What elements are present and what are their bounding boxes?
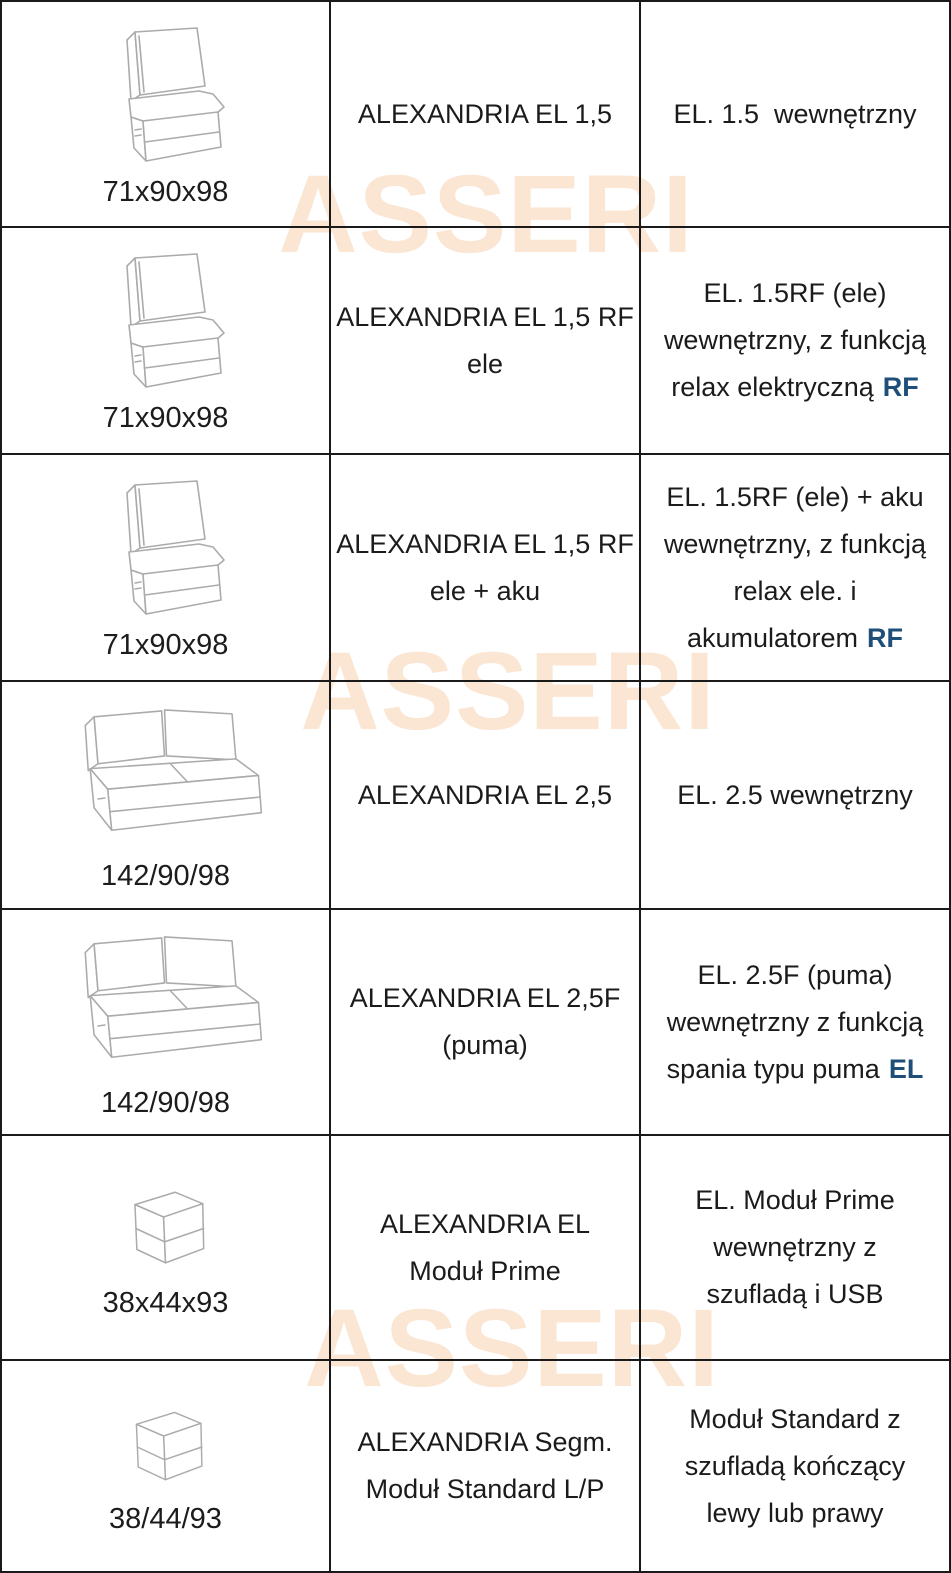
product-desc-line: wewnętrzny, z funkcją [663, 528, 927, 559]
product-name: ALEXANDRIA EL 2,5 [357, 779, 613, 810]
dimensions-label: 142/90/98 [100, 860, 230, 892]
product-image-cell [2, 2, 331, 228]
product-desc-line: szufladą i USB [706, 1279, 884, 1309]
product-desc-line: relax ele. i [733, 575, 857, 606]
armchair-icon [91, 473, 241, 623]
product-name-cell [331, 910, 641, 1136]
product-desc-cell [641, 1136, 949, 1361]
product-desc-line: EL. 1.5RF (ele) + aku [666, 481, 924, 512]
product-name: Moduł Prime [409, 1255, 561, 1286]
product-name: Moduł Standard L/P [365, 1474, 605, 1504]
watermark: ASSERI [300, 630, 716, 753]
product-desc-cell [641, 455, 949, 682]
product-desc-line: EL. 2.5 wewnętrzny [677, 779, 913, 810]
dimensions-label: 71x90x98 [102, 629, 229, 661]
watermark: ASSERI [278, 153, 694, 276]
product-desc-line: akumulatorem RF [686, 622, 904, 653]
accent-code: RF [867, 622, 904, 653]
dimensions-label: 71x90x98 [102, 175, 229, 208]
product-desc-cell [641, 910, 949, 1136]
product-name: ALEXANDRIA EL 1,5 RF [336, 301, 634, 332]
dimensions-label: 38/44/93 [109, 1502, 222, 1535]
product-desc-line: EL. 2.5F (puma) [697, 959, 893, 990]
product-name: ele + aku [429, 575, 541, 606]
product-desc-line: EL. 1.5 wewnętrzny [673, 98, 917, 129]
product-name: ALEXANDRIA EL [379, 1208, 591, 1239]
product-desc-line: wewnętrzny, z funkcją [663, 325, 927, 355]
product-image-cell [2, 1136, 331, 1361]
product-name-cell [331, 2, 641, 228]
product-name-cell [331, 682, 641, 910]
product-desc-line: Moduł Standard z [689, 1403, 901, 1434]
product-desc-line: wewnętrzny z funkcją [666, 1006, 924, 1037]
product-image-cell [2, 910, 331, 1136]
sofa-icon [53, 924, 278, 1081]
product-desc-cell [641, 682, 949, 910]
dimensions-label: 142/90/98 [100, 1087, 230, 1119]
product-desc-line: relax elektryczną RF [671, 372, 919, 402]
product-desc-cell [641, 2, 949, 228]
product-name: ALEXANDRIA EL 1,5 [357, 98, 613, 129]
module-icon [108, 1176, 223, 1281]
armchair-icon [91, 20, 241, 170]
product-image-cell [2, 455, 331, 682]
product-desc-line: wewnętrzny z [713, 1232, 877, 1262]
product-desc-line: EL. Moduł Prime [695, 1185, 895, 1215]
product-desc-line: szufladą kończący [684, 1450, 906, 1481]
product-image-cell [2, 228, 331, 455]
dimensions-label: 71x90x98 [102, 402, 229, 434]
product-desc-line: spania typu puma EL [666, 1053, 924, 1084]
product-name-cell [331, 1361, 641, 1571]
product-image-cell [2, 682, 331, 910]
product-desc-cell [641, 1361, 949, 1571]
product-image-cell [2, 1361, 331, 1571]
accent-code: EL [888, 1053, 924, 1084]
product-name: ALEXANDRIA EL 1,5 RF [336, 528, 634, 559]
product-desc-cell [641, 228, 949, 455]
product-desc-line: EL. 1.5RF (ele) [703, 278, 887, 308]
product-desc-line: lewy lub prawy [706, 1497, 884, 1528]
module-icon [108, 1397, 223, 1497]
product-name: ALEXANDRIA EL 2,5F [349, 983, 621, 1013]
product-name: ALEXANDRIA Segm. [357, 1427, 613, 1457]
accent-code: RF [882, 372, 919, 402]
armchair-icon [91, 246, 241, 396]
product-name: (puma) [442, 1030, 528, 1060]
product-name-cell [331, 1136, 641, 1361]
sofa-icon [53, 697, 278, 854]
product-name-cell [331, 455, 641, 682]
dimensions-label: 38x44x93 [102, 1286, 229, 1319]
watermark: ASSERI [304, 1287, 720, 1410]
product-name-cell [331, 228, 641, 455]
product-name: ele [466, 348, 504, 379]
